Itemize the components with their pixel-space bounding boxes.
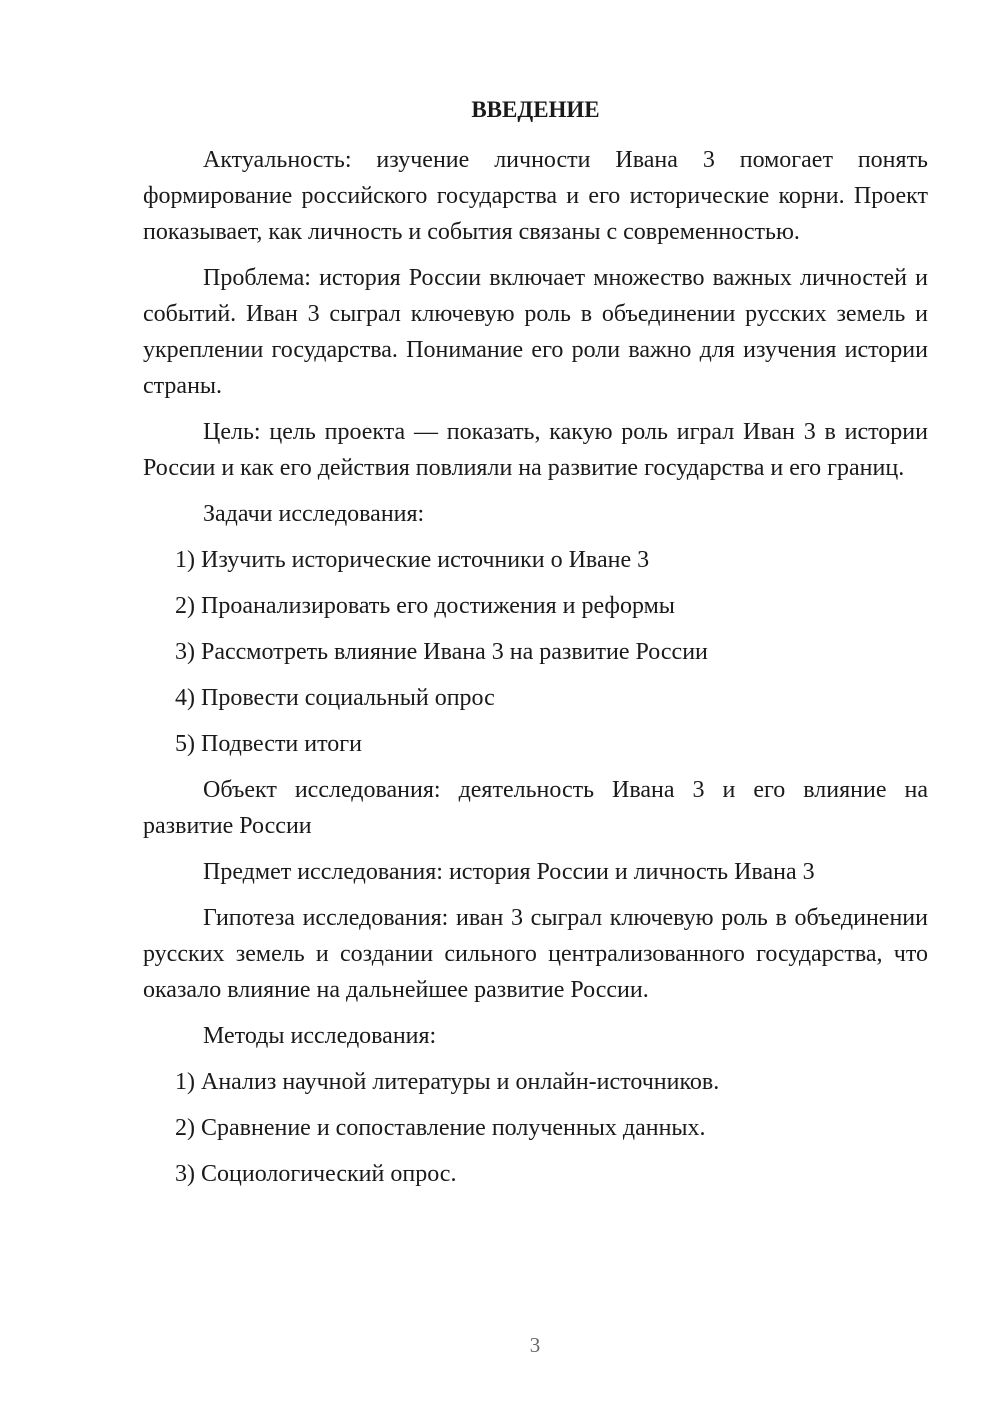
problem-paragraph: Проблема: история России включает множество важных личностей и событий. Иван 3 сыграл ключевую роль в объединении русских земель и укреплении государства. Понимание его роли важно для изучения истории страны. <box>143 265 928 399</box>
list-item: 3) Социологический опрос. <box>175 1161 457 1187</box>
object-paragraph: Объект исследования: деятельность Ивана 3 и его влияние на развитие России <box>143 777 928 839</box>
list-item: 3) Рассмотреть влияние Ивана 3 на развитие России <box>175 639 708 665</box>
page-title: ВВЕДЕНИЕ <box>471 97 600 122</box>
methods-list <box>143 1064 928 1192</box>
list-item: 1) Изучить исторические источники о Иване 3 <box>175 547 650 573</box>
list-item: 1) Анализ научной литературы и онлайн-источников. <box>175 1069 720 1095</box>
tasks-heading: Задачи исследования: <box>203 501 425 527</box>
page-content <box>143 92 928 1202</box>
methods-heading: Методы исследования: <box>203 1023 437 1049</box>
subject-paragraph: Предмет исследования: история России и личность Ивана 3 <box>203 859 815 885</box>
list-item: 5) Подвести итоги <box>175 731 362 757</box>
relevance-paragraph: Актуальность: изучение личности Ивана 3 помогает понять формирование российского государства и его исторические корни. Проект показывает, как личность и события связаны с современностью. <box>143 147 928 245</box>
goal-paragraph: Цель: цель проекта — показать, какую роль играл Иван 3 в истории России и как его действия повлияли на развитие государства и его границ. <box>143 419 928 481</box>
list-item: 2) Проанализировать его достижения и реформы <box>175 593 675 619</box>
list-item: 2) Сравнение и сопоставление полученных данных. <box>175 1115 706 1141</box>
page-number: 3 <box>529 1333 541 1357</box>
tasks-list <box>143 542 928 762</box>
hypothesis-paragraph: Гипотеза исследования: иван 3 сыграл ключевую роль в объединении русских земель и создании сильного централизованного государства, что оказало влияние на дальнейшее развитие России. <box>143 905 928 1003</box>
list-item: 4) Провести социальный опрос <box>175 685 495 711</box>
